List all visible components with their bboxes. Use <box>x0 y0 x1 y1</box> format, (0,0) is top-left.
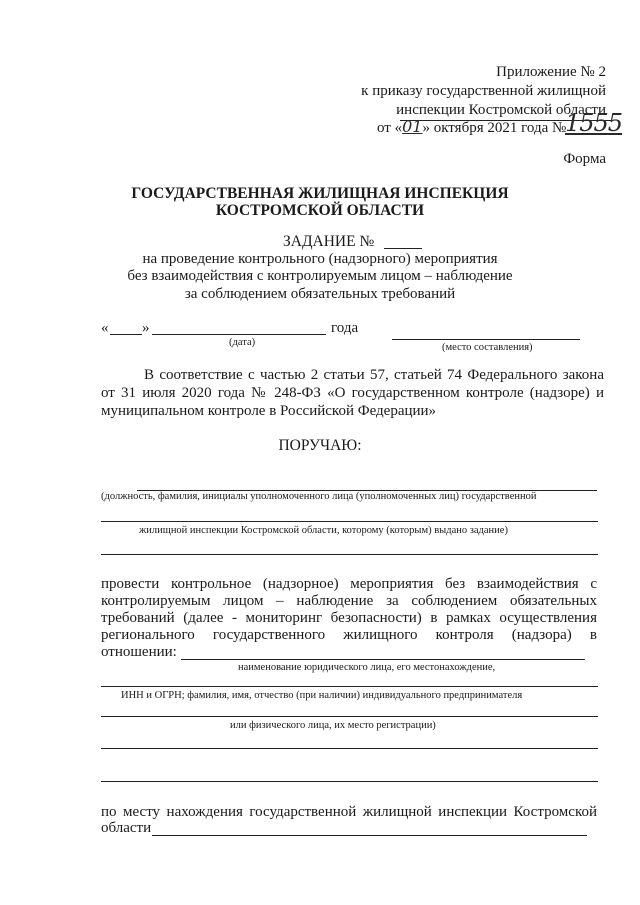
form-label: Форма <box>563 151 606 167</box>
date-close-quote: » <box>142 320 150 336</box>
action-line-1: провести контрольное (надзорное) мероприятия без взаимодействия с <box>101 576 597 592</box>
location-field <box>152 835 587 836</box>
appendix-date-prefix: от « <box>377 120 403 136</box>
task-subtitle-2: без взаимодействия с контролируемым лицом – наблюдение <box>127 268 513 284</box>
assignee-caption-1: (должность, фамилия, инициалы уполномоченного лица (уполномоченных лиц) государственной <box>101 491 537 502</box>
appendix-date-mid: » октября 2021 года № <box>422 120 567 136</box>
basis-line-1: В соответствие с частью 2 статьи 57, статьей 74 Федерального закона <box>144 367 604 383</box>
subject-field-1 <box>181 659 585 660</box>
assignee-field-3 <box>101 554 598 555</box>
action-line-4: регионального государственного жилищного контроля (надзора) в <box>101 627 597 643</box>
date-open-quote: « <box>101 320 109 336</box>
action-line-5: отношении: <box>101 644 177 660</box>
location-line-1: по месту нахождения государственной жилищной инспекции Костромской <box>101 804 597 820</box>
assignee-caption-2: жилищной инспекции Костромской области, которому (которым) выдано задание) <box>139 525 508 536</box>
date-month-blank <box>152 334 326 335</box>
subject-caption-1: наименование юридического лица, его местонахождение, <box>238 662 496 673</box>
subject-field-4 <box>101 748 598 749</box>
action-line-3: требований (далее - мониторинг безопасности) в рамках осуществления <box>101 610 597 626</box>
task-number-blank <box>384 248 422 249</box>
date-caption: (дата) <box>229 337 256 348</box>
place-blank <box>392 339 580 340</box>
task-heading <box>283 233 374 251</box>
document-title-line-1: ГОСУДАРСТВЕННАЯ ЖИЛИЩНАЯ ИНСПЕКЦИЯ <box>131 185 509 202</box>
appendix-date-day: 01 <box>402 117 423 136</box>
task-subtitle-3: за соблюдением обязательных требований <box>184 286 456 302</box>
basis-line-2: от 31 июля 2020 года № 248-ФЗ «О государственном контроле (надзоре) и <box>101 385 604 401</box>
date-day-blank <box>110 334 142 335</box>
appendix-line-1: Приложение № 2 <box>496 64 606 80</box>
subject-field-5 <box>101 781 598 782</box>
subject-field-2 <box>101 686 598 687</box>
date-year-word: года <box>331 320 359 336</box>
basis-line-3: муниципальном контроле в Российской Федерации» <box>101 403 437 419</box>
task-heading-label: ЗАДАНИЕ № <box>283 233 375 250</box>
action-line-2: контролируемым лицом – наблюдение за соблюдением обязательных <box>101 593 597 609</box>
appendix-line-2: к приказу государственной жилищной <box>361 83 606 99</box>
location-line-2: области <box>101 820 152 836</box>
order-number: 1555 <box>565 109 623 137</box>
task-subtitle-1: на проведение контрольного (надзорного) мероприятия <box>142 251 498 267</box>
order-word: ПОРУЧАЮ: <box>278 437 362 454</box>
assignee-field-2 <box>101 521 598 522</box>
document-title-line-2: КОСТРОМСКОЙ ОБЛАСТИ <box>215 202 425 219</box>
subject-caption-2: ИНН и ОГРН; фамилия, имя, отчество (при наличии) индивидуального предпринимателя <box>121 690 523 701</box>
place-caption: (место составления) <box>442 342 533 353</box>
appendix-date-line <box>377 117 566 137</box>
subject-caption-3: или физического лица, их место регистрации) <box>230 720 436 731</box>
subject-field-3 <box>101 716 598 717</box>
appendix-line-3: инспекции Костромской области <box>396 102 606 118</box>
